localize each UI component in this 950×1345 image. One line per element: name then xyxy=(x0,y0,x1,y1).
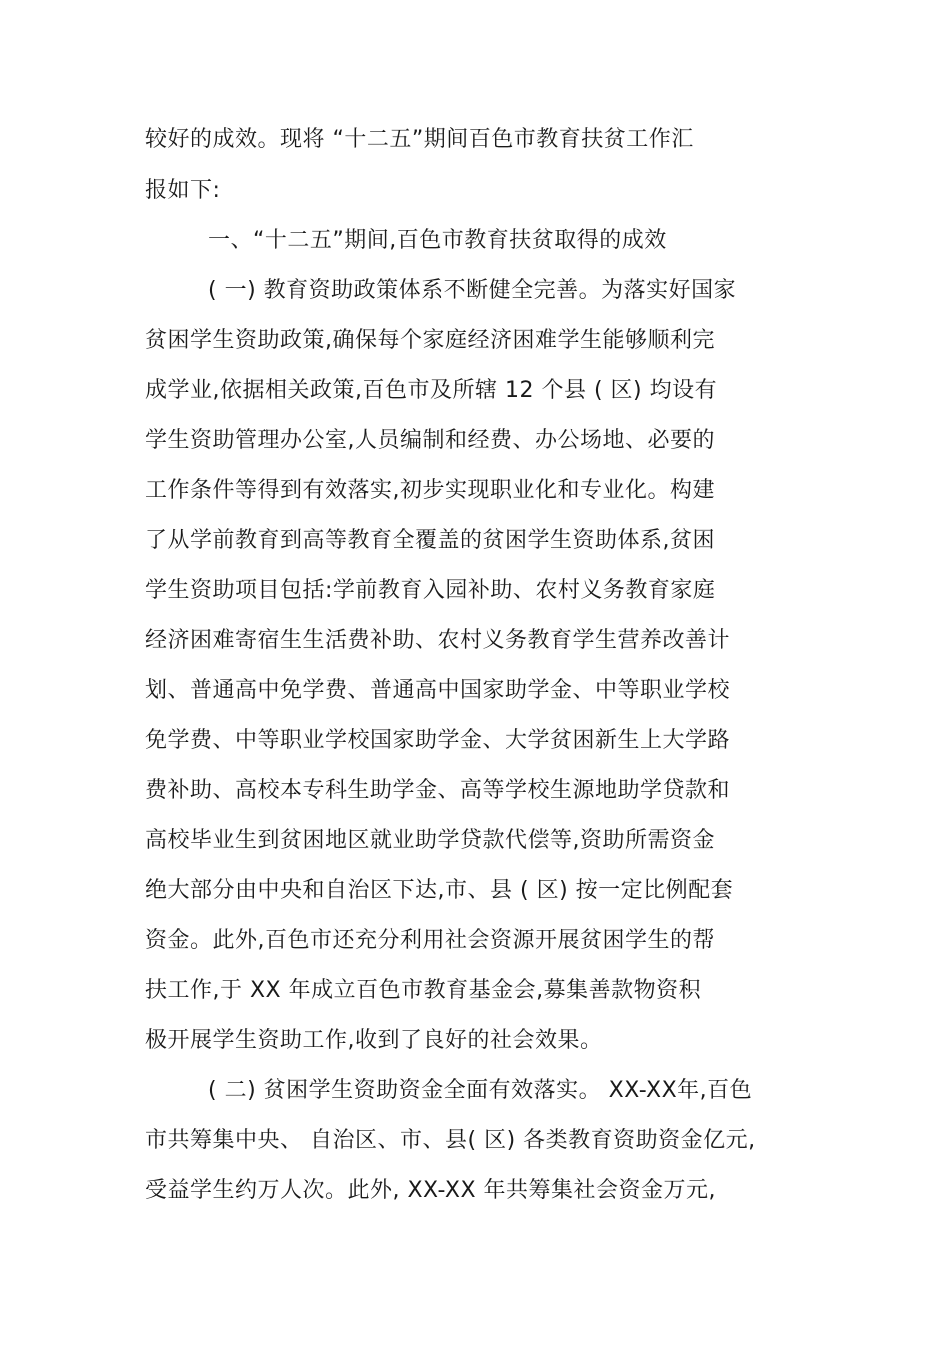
text-line-14: 费补助、高校本专科生助学金、高等学校生源地助学贷款和 xyxy=(145,778,731,803)
section-heading: 一、“十二五”期间,百色市教育扶贫取得的成效 xyxy=(208,228,667,253)
text-line-22: 受益学生约万人次。此外, XX-XX 年共筹集社会资金万元, xyxy=(145,1178,717,1203)
text-line-16: 绝大部分由中央和自治区下达,市、县 ( 区) 按一定比例配套 xyxy=(145,878,734,903)
text-line-9: 了从学前教育到高等教育全覆盖的贫困学生资助体系,贫困 xyxy=(145,528,715,553)
text-line-21: 市共筹集中央、 自治区、市、县( 区) 各类教育资助资金亿元, xyxy=(145,1128,756,1153)
text-line-1: 较好的成效。现将 “十二五”期间百色市教育扶贫工作汇 xyxy=(145,127,694,152)
text-line-4: ( 一) 教育资助政策体系不断健全完善。为落实好国家 xyxy=(208,278,737,303)
text-line-18: 扶工作,于 XX 年成立百色市教育基金会,募集善款物资积 xyxy=(145,978,702,1003)
text-line-5: 贫困学生资助政策,确保每个家庭经济困难学生能够顺利完 xyxy=(145,328,715,353)
text-line-6: 成学业,依据相关政策,百色市及所辖 12 个县 ( 区) 均设有 xyxy=(145,378,718,403)
text-line-12: 划、普通高中免学费、普通高中国家助学金、中等职业学校 xyxy=(145,678,731,703)
text-line-7: 学生资助管理办公室,人员编制和经费、办公场地、必要的 xyxy=(145,428,715,453)
text-line-8: 工作条件等得到有效落实,初步实现职业化和专业化。构建 xyxy=(145,478,715,503)
text-line-13: 免学费、中等职业学校国家助学金、大学贫困新生上大学路 xyxy=(145,728,731,753)
text-line-10: 学生资助项目包括:学前教育入园补助、农村义务教育家庭 xyxy=(145,578,716,603)
text-line-19: 极开展学生资助工作,收到了良好的社会效果。 xyxy=(145,1028,603,1053)
text-line-11: 经济困难寄宿生生活费补助、农村义务教育学生营养改善计 xyxy=(145,628,731,653)
text-line-20: ( 二) 贫困学生资助资金全面有效落实。 XX-XX年,百色 xyxy=(208,1078,753,1103)
text-line-17: 资金。此外,百色市还充分利用社会资源开展贫困学生的帮 xyxy=(145,928,715,953)
text-line-2: 报如下: xyxy=(145,178,221,203)
text-line-15: 高校毕业生到贫困地区就业助学贷款代偿等,资助所需资金 xyxy=(145,828,715,853)
